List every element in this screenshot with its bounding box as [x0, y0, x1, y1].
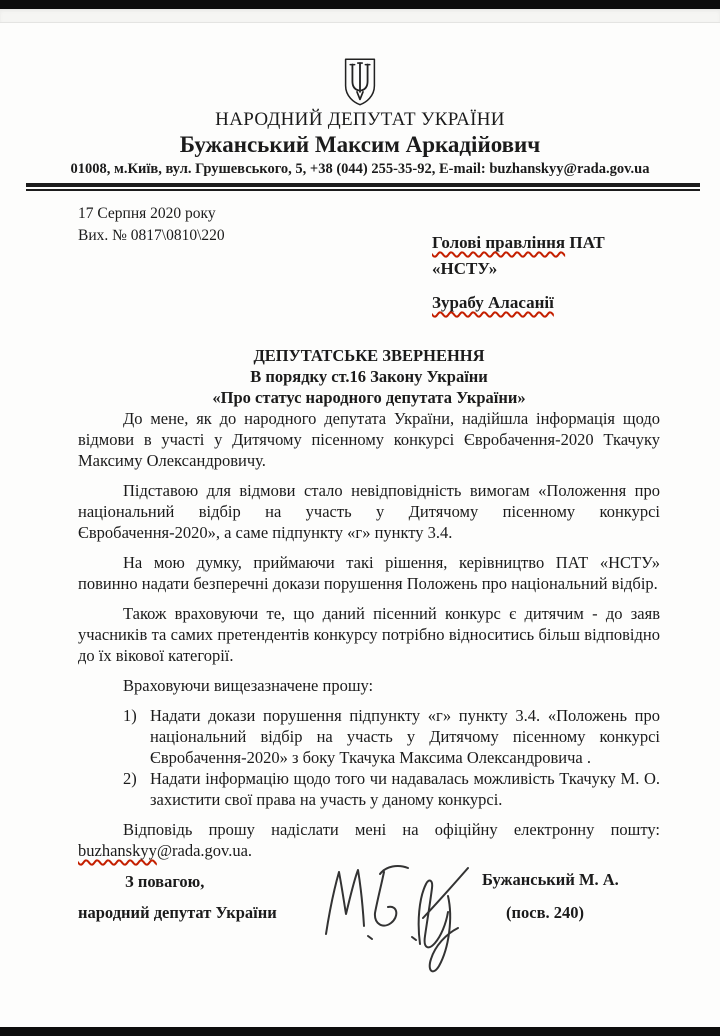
request-item-text: Надати інформацію щодо того чи надавалась можливість Ткачуку М. О. захистити свої права на участь у даному конкурсі. — [150, 769, 660, 809]
paragraph-intro: До мене, як до народного депутата України, надійшла інформація щодо відмови в участі у Дитячому пісенному конкурсі Євробачення-2020 Ткачуку Максиму Олександровичу. — [78, 409, 660, 470]
signature-role: народний депутат України — [78, 903, 277, 922]
handwritten-signature — [320, 856, 470, 981]
ukraine-trident-emblem — [341, 57, 379, 107]
signature-name: Бужанський М. А. — [482, 870, 619, 889]
signature-credential: (посв. 240) — [506, 903, 584, 922]
org-title: НАРОДНИЙ ДЕПУТАТ УКРАЇНИ — [215, 109, 505, 130]
reply-text: Відповідь прошу надіслати мені на офіційну електронну пошту: — [123, 820, 660, 839]
addressee-title-spellcheck: Голові правління — [432, 233, 566, 252]
signature-closing: З повагою, — [125, 872, 205, 891]
letter-body — [0, 203, 720, 994]
addressee-title-rest: ПАТ — [565, 233, 605, 252]
letterhead — [0, 23, 720, 183]
contact-line: 01008, м.Київ, вул. Грушевського, 5, +38 (044) 255-35-92, E-mail: buzhanskyy@rada.gov.ua — [70, 161, 650, 177]
reply-email-rest: @rada.gov.ua. — [156, 841, 253, 860]
document-title — [78, 345, 660, 408]
request-item-number: 2) — [123, 769, 137, 788]
title-line-3: «Про статус народного депутата України» — [212, 388, 526, 407]
addressee-line-2: «НСТУ» — [432, 259, 498, 278]
paragraph-opinion: На мою думку, приймаючи такі рішення, керівництво ПАТ «НСТУ» повинно надати безперечні докази порушення Положень про національний відбір. — [78, 553, 660, 593]
meta-row — [78, 203, 660, 319]
ref-number: Вих. № 0817\0810\220 — [78, 227, 225, 244]
bottom-black-bar — [0, 1027, 720, 1036]
deputy-name: Бужанський Максим Аркадійович — [179, 132, 541, 157]
scan-edge-strip — [0, 9, 720, 23]
addressee-line-1 — [432, 230, 605, 256]
title-line-2: В порядку ст.16 Закону України — [250, 367, 488, 386]
title-line-1: ДЕПУТАТСЬКЕ ЗВЕРНЕННЯ — [253, 346, 485, 365]
paragraph-request-lead: Враховуючи вищезазначене прошу: — [123, 676, 374, 695]
paragraph-children: Також враховуючи те, що даний пісенний конкурс є дитячим - до заяв учасників та самих претендентів конкурсу потрібно відноситись більш відповідно до їх вікової категорії. — [78, 604, 660, 665]
top-black-bar — [0, 0, 720, 9]
request-item-number: 1) — [123, 706, 137, 725]
request-item-text: Надати докази порушення підпункту «г» пункту 3.4. «Положень про національний відбір на участь у Дитячому пісенному конкурсі Євробачення-2020» з боку Ткачука Максима Олександровича . — [150, 706, 660, 767]
addressee-block — [432, 230, 605, 316]
addressee-person-name: Зурабу Аласанії — [432, 293, 554, 312]
signature-block — [78, 870, 660, 994]
paragraph-reply-email — [78, 819, 660, 861]
paragraph-grounds: Підставою для відмови стало невідповідність вимогам «Положення про національний відбір на участь у Дитячому пісенному конкурсі Євробачення-2020», а саме підпункту «г» пункту 3.4. — [78, 481, 660, 542]
reply-email-spellcheck: buzhanskyy — [78, 841, 157, 860]
request-item — [123, 705, 660, 768]
letterhead-divider — [26, 183, 700, 191]
request-item — [123, 768, 660, 810]
request-list — [78, 705, 660, 810]
date-line: 17 Серпня 2020 року — [78, 205, 216, 222]
